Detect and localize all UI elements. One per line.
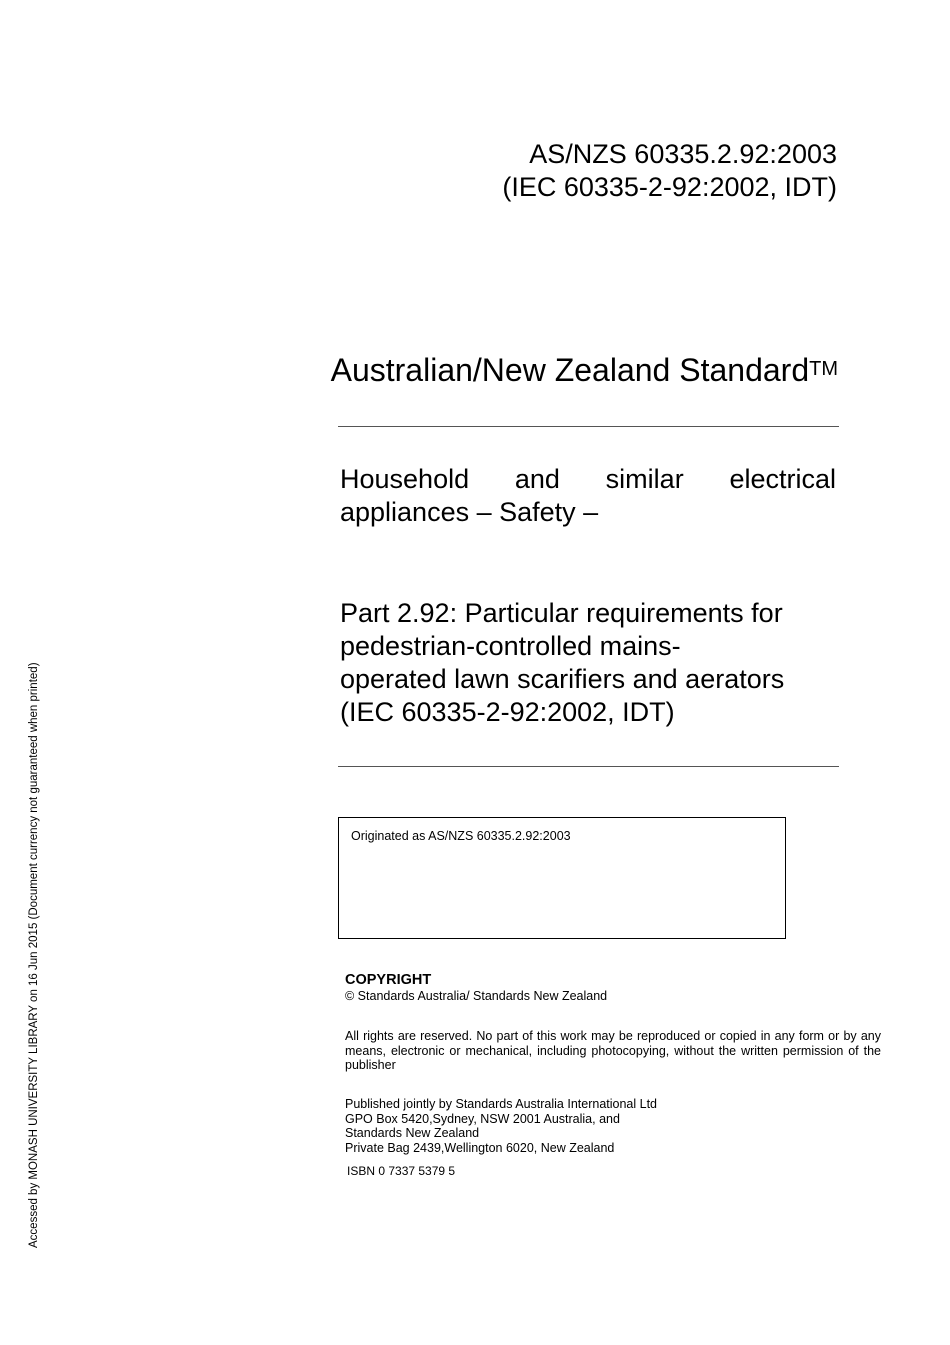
part-title-line-1: Part 2.92: Particular requirements for	[340, 598, 783, 628]
publisher-line-3: Standards New Zealand	[345, 1126, 480, 1140]
trademark-mark: TM	[809, 358, 838, 380]
copyright-block	[345, 972, 881, 1004]
divider-top	[338, 426, 839, 427]
publisher-line-2: GPO Box 5420,Sydney, NSW 2001 Australia, and	[345, 1111, 620, 1126]
standard-number: AS/NZS 60335.2.92:2003	[529, 139, 837, 169]
rights-statement: All rights are reserved. No part of this work may be reproduced or copied in any form or by any means, electronic or mechanical, including photocopying, without the written permission of the publisher	[345, 1029, 881, 1072]
part-title-line-3: operated lawn scarifiers and aerators	[340, 664, 785, 694]
main-title-line-1: Household and similar electrical	[340, 464, 836, 494]
main-title-line-2: appliances – Safety –	[340, 497, 599, 527]
standard-type-title	[331, 352, 838, 389]
publisher-block	[345, 1097, 881, 1155]
copyright-heading: COPYRIGHT	[345, 972, 432, 988]
document-part-title	[340, 597, 840, 729]
standard-type-text: Australian/New Zealand Standard	[330, 352, 810, 388]
divider-bottom	[338, 766, 839, 767]
origin-box	[338, 817, 786, 939]
copyright-holders: © Standards Australia/ Standards New Zealand	[345, 989, 608, 1003]
isbn: ISBN 0 7337 5379 5	[347, 1164, 456, 1178]
origin-text: Originated as AS/NZS 60335.2.92:2003	[351, 829, 571, 843]
part-title-line-4: (IEC 60335-2-92:2002, IDT)	[340, 697, 675, 727]
standard-number-block	[502, 138, 837, 204]
document-main-title	[340, 463, 836, 529]
iec-reference: (IEC 60335-2-92:2002, IDT)	[502, 172, 837, 202]
part-title-line-2: pedestrian-controlled mains-	[340, 631, 681, 661]
publisher-line-4: Private Bag 2439,Wellington 6020, New Zealand	[345, 1140, 615, 1155]
publisher-line-1: Published jointly by Standards Australia International Ltd	[345, 1097, 657, 1111]
access-note: Accessed by MONASH UNIVERSITY LIBRARY on 16 Jun 2015 (Document currency not guaranteed when printed)	[28, 662, 40, 1248]
